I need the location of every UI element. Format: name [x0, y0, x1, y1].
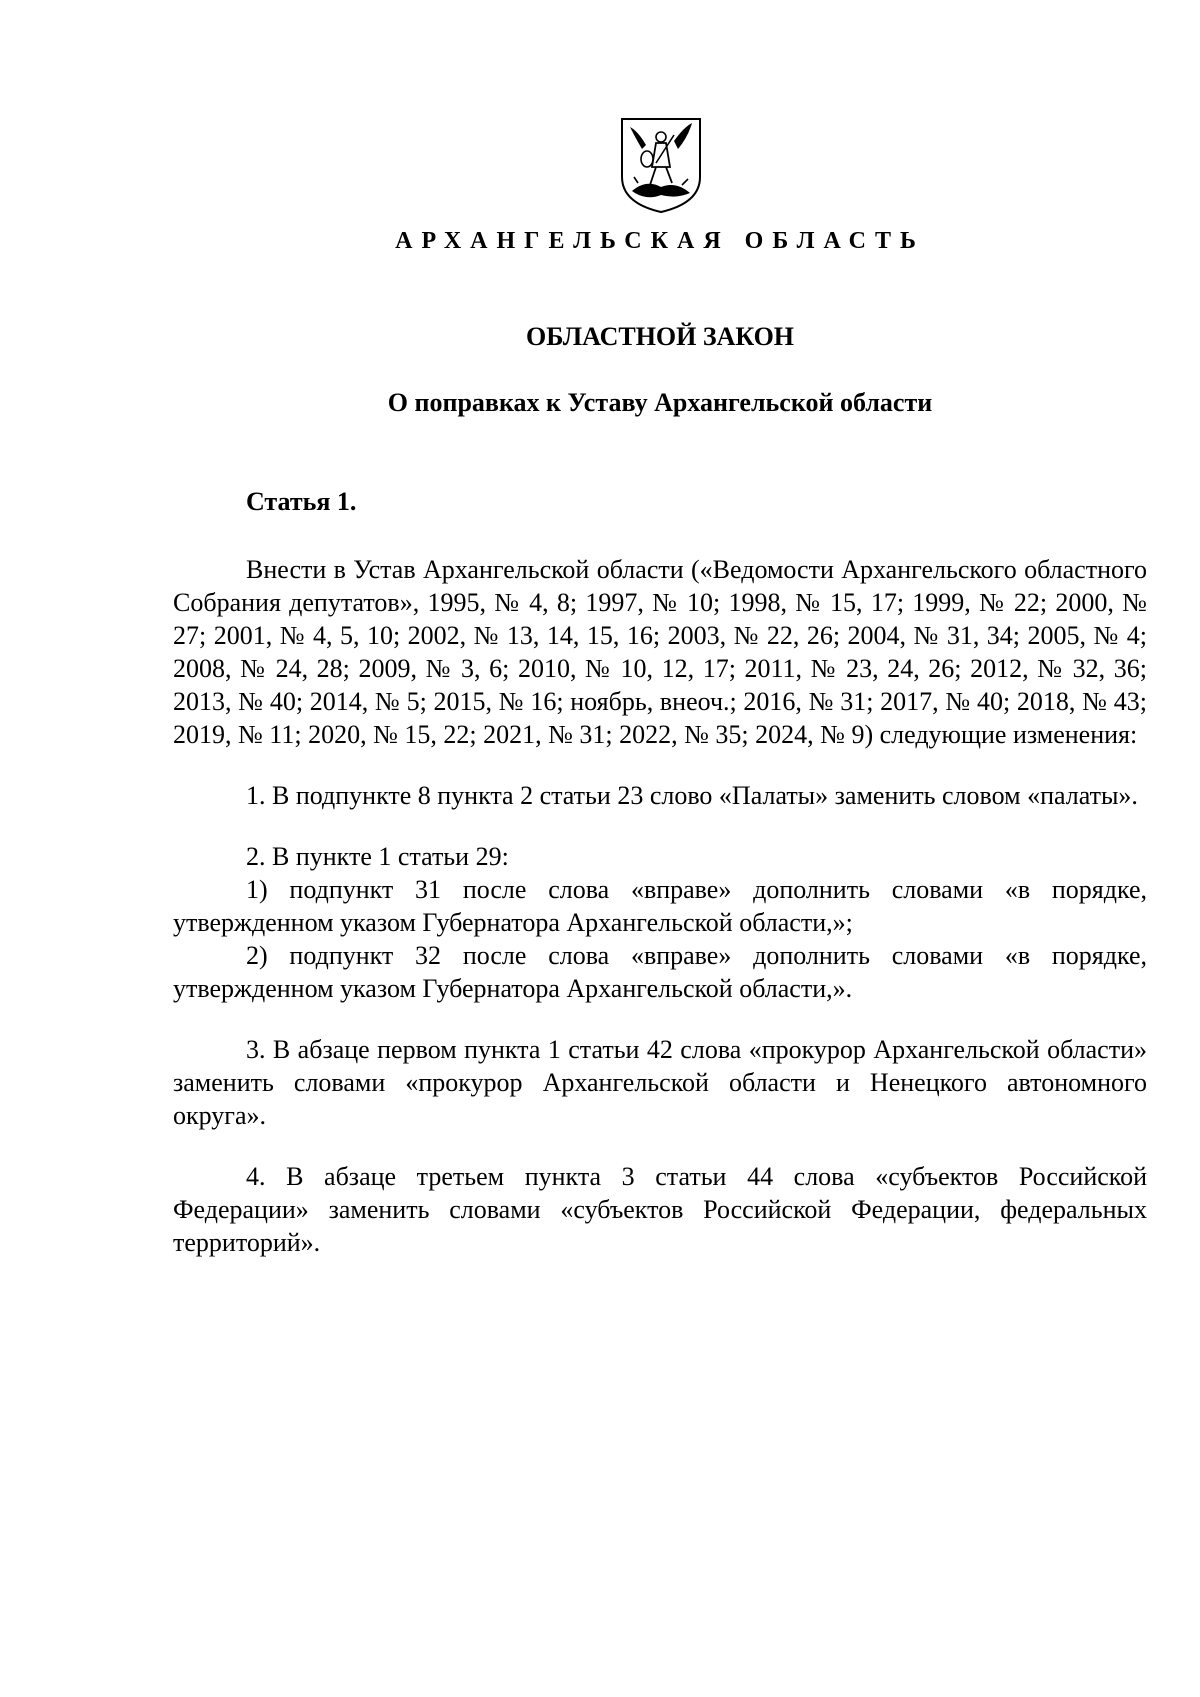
coat-of-arms-icon	[616, 115, 706, 215]
region-heading: АРХАНГЕЛЬСКАЯ ОБЛАСТЬ	[395, 228, 925, 254]
item-4-paragraph: 4. В абзаце третьем пункта 3 статьи 44 слова «субъектов Российской Федерации» заменить словами «субъектов Российской Федерации, федеральных территорий».	[173, 1162, 1147, 1257]
article-title: Статья 1.	[246, 487, 357, 516]
item-1-paragraph: 1. В подпункте 8 пункта 2 статьи 23 слово «Палаты» заменить словом «палаты».	[246, 781, 1138, 810]
item-2-subitem-2-paragraph: 2) подпункт 32 после слова «вправе» дополнить словами «в порядке, утвержденном указом Губернатора Архангельской области,».	[173, 941, 1147, 1003]
law-title-heading: О поправках к Уставу Архангельской области	[387, 388, 933, 417]
item-2-paragraph: 2. В пункте 1 статьи 29:	[246, 842, 509, 871]
article-intro-paragraph: Внести в Устав Архангельской области («Ведомости Архангельского областного Собрания депутатов», 1995, № 4, 8; 1997, № 10; 1998, № 15, 17; 1999, № 22; 2000, № 27; 2001, № 4, 5, 10; 2002, № 13, 14, 15, 16; 2003, № 22, 26; 2004, № 31, 34; 2005, № 4; 2008, № 24, 28; 2009, № 3, 6; 2010, № 10, 12, 17; 2011, № 23, 24, 26; 2012, № 32, 36; 2013, № 40; 2014, № 5; 2015, № 16; ноябрь, внеоч.; 2016, № 31; 2017, № 40; 2018, № 43; 2019, № 11; 2020, № 15, 22; 2021, № 31; 2022, № 35; 2024, № 9) следующие изменения:	[173, 555, 1147, 749]
item-3-paragraph: 3. В абзаце первом пункта 1 статьи 42 слова «прокурор Архангельской области» заменить словами «прокурор Архангельской области и Ненецкого автономного округа».	[173, 1035, 1147, 1130]
law-type-heading: ОБЛАСТНОЙ ЗАКОН	[525, 322, 795, 351]
item-2-subitem-1-paragraph: 1) подпункт 31 после слова «вправе» дополнить словами «в порядке, утвержденном указом Губернатора Архангельской области,»;	[173, 875, 1147, 937]
article-body	[173, 553, 1147, 1259]
